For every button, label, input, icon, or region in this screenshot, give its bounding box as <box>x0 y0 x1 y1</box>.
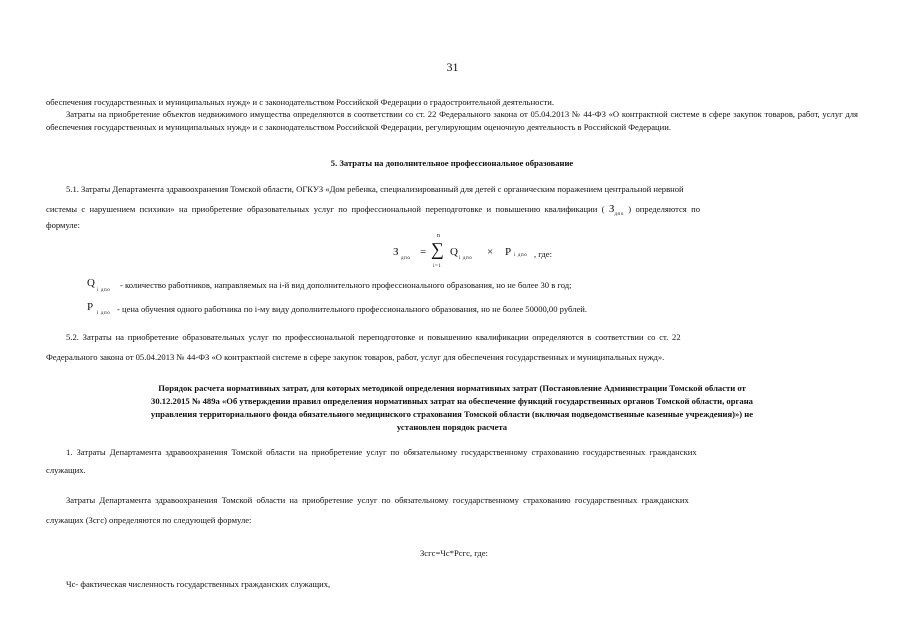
formula-sum-lower: i=1 <box>433 264 442 269</box>
paragraph-5-1-line-3: формуле: <box>46 220 80 230</box>
definition-p-symbol: P <box>87 301 94 313</box>
order-heading-line-3: управления территориального фонда обязательного медицинского страхования Томской области (включая подведомственные казенные учреждения)») не <box>150 409 754 419</box>
formula-dpo <box>0 232 905 272</box>
formula-equals: = <box>420 246 427 258</box>
definition-q <box>87 277 847 295</box>
formula-q: Q <box>450 246 458 258</box>
paragraph-5-2-line-1: 5.2. Затраты на приобретение образовательных услуг по профессиональной переподготовке и повышению квалификации определяются в соответствии со ст. 22 <box>66 332 681 342</box>
page-number: 31 <box>446 60 459 74</box>
definition-q-text: - количество работников, направляемых на i-й вид дополнительного профессионального образования, но не более 30 в год; <box>120 280 572 290</box>
paragraph-5-1-text-post: ) определяются по <box>628 204 701 214</box>
intro-paragraph: Затраты на приобретение объектов недвижимого имущества определяются в соответствии со ст. 22 Федерального закона от 05.04.2013 № 44-ФЗ «О контрактной системе в сфере закупок товаров, работ, услуг для обеспечения государственных и муниципальных нужд» и с законодательством Российской Федерации, регулирующим оценочную деятельность в Российской Федерации. <box>46 109 858 132</box>
paragraph-5-1-text-pre: системы с нарушением психики» на приобретение образовательных услуг по профессиональной переподготовке и повышению квалификации ( <box>46 204 605 214</box>
paragraph-5-2-line-2: Федерального закона от 05.04.2013 № 44-ФЗ «О контрактной системе в сфере закупок товаров, работ, услуг для обеспечения государственных и муниципальных нужд». <box>46 352 665 362</box>
symbol-z-subscript: дпо <box>614 212 624 217</box>
formula-zsgs: Зсгс=Чс*Рсгс, где: <box>420 548 488 558</box>
formula-p: P <box>505 246 512 258</box>
order-heading-line-2: 30.12.2015 № 489а «Об утверждении правил определения нормативных затрат на обеспечение функций государственных органов Томской области, органа <box>151 396 753 406</box>
paragraph-5-1-line-1: 5.1. Затраты Департамента здравоохранения Томской области, ОГКУЗ «Дом ребенка, специализированный для детей с органическим поражением центральной нервной <box>66 184 684 194</box>
definition-q-symbol: Q <box>87 277 95 289</box>
order-heading-line-4: установлен порядок расчета <box>396 422 508 432</box>
definition-chs: Чс- фактическая численность государственных гражданских служащих, <box>66 579 331 589</box>
section-5-title: 5. Затраты на дополнительное профессиональное образование <box>330 158 574 168</box>
paragraph-1-line-1: 1. Затраты Департамента здравоохранения Томской области на приобретение услуг по обязательному государственному страхованию государственных гражданских <box>66 447 697 457</box>
order-heading <box>56 382 848 434</box>
order-heading-line-1: Порядок расчета нормативных затрат, для которых методикой определения нормативных затрат (Постановление Администрации Томской области от <box>158 383 746 393</box>
formula-sum-upper: n <box>437 233 441 239</box>
formula-tail: , где: <box>534 249 552 259</box>
formula-times: × <box>487 246 494 258</box>
formula-q-subscript: i дпо <box>459 256 473 261</box>
paragraph-2-line-1: Затраты Департамента здравоохранения Томской области на приобретение услуг по обязательному государственному страхованию государственных гражданских <box>66 495 689 505</box>
symbol-z: З <box>608 203 615 215</box>
formula-lhs-subscript: дпо <box>401 256 411 261</box>
formula-lhs: З <box>393 246 399 258</box>
definition-q-subscript: i дпо <box>97 288 111 293</box>
formula-p-subscript: i дпо <box>514 253 528 258</box>
definition-p-text: - цена обучения одного работника по i-му виду дополнительного профессионального образования, но не более 50000,00 рублей. <box>117 304 588 314</box>
intro-line: обеспечения государственных и муниципальных нужд» и с законодательством Российской Федерации о градостроительной деятельности. <box>46 97 554 107</box>
definition-p-subscript: i дпо <box>97 311 111 316</box>
definition-p <box>87 301 847 319</box>
formula-sum-sign: ∑ <box>431 239 444 259</box>
paragraph-5-1-line-2 <box>46 203 858 219</box>
paragraph-1-line-2: служащих. <box>46 465 86 475</box>
paragraph-2-line-2: служащих (Зсгс) определяются по следующей формуле: <box>46 515 252 525</box>
